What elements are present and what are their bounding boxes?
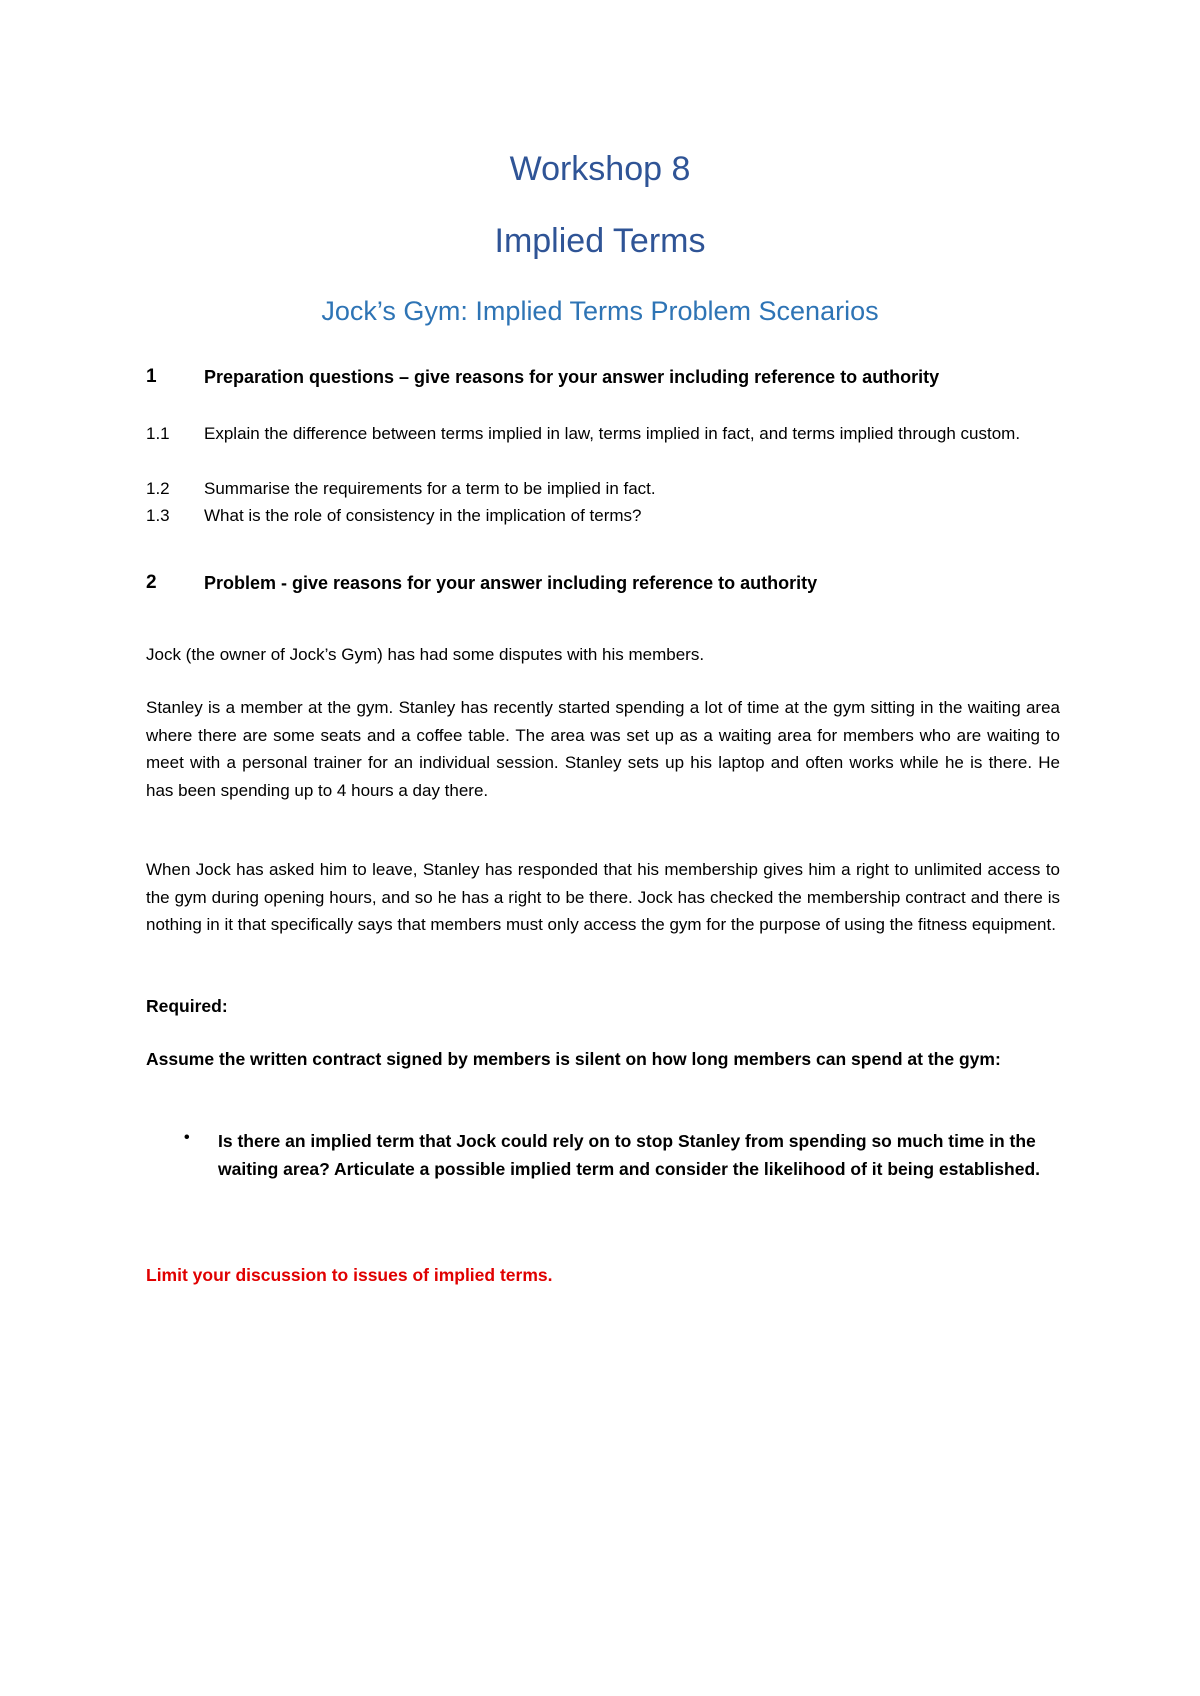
question-1-2-text: Summarise the requirements for a term to be implied in fact.	[204, 479, 656, 498]
question-1-3-number: 1.3	[146, 506, 170, 525]
section-1-number: 1	[146, 366, 157, 387]
document-title: Workshop 8	[509, 150, 691, 188]
question-1-3-text: What is the role of consistency in the implication of terms?	[204, 506, 642, 525]
question-1-1-text: Explain the difference between terms implied in law, terms implied in fact, and terms implied through custom.	[204, 424, 1021, 443]
question-1-1-number: 1.1	[146, 424, 170, 443]
assumption-text: Assume the written contract signed by members is silent on how long members can spend at the gym:	[146, 1049, 1001, 1069]
bullet-icon: •	[184, 1129, 190, 1146]
section-2-number: 2	[146, 572, 157, 593]
question-1-2-number: 1.2	[146, 479, 170, 498]
limit-note: Limit your discussion to issues of implied terms.	[146, 1265, 553, 1285]
section-1-heading: Preparation questions – give reasons for your answer including reference to authority	[204, 367, 940, 387]
section-2-heading: Problem - give reasons for your answer including reference to authority	[204, 573, 818, 593]
document-subtitle: Implied Terms	[494, 222, 706, 260]
scenario-paragraph-1: Jock (the owner of Jock’s Gym) has had some disputes with his members.	[146, 645, 705, 664]
required-label: Required:	[146, 996, 228, 1016]
scenario-paragraph-2: Stanley is a member at the gym. Stanley has recently started spending a lot of time at the gym sitting in the waiting area where there are some seats and a coffee table. The area was set up as a waiting area for members who are waiting to meet with a personal trainer for an individual session. Stanley sets up his laptop and often works while he is there. He has been spending up to 4 hours a day there.	[146, 698, 1060, 800]
bullet-question: Is there an implied term that Jock could rely on to stop Stanley from spending so much time in the waiting area? Articulate a possible implied term and consider the likelihood of it being established.	[218, 1131, 1041, 1179]
scenario-heading: Jock’s Gym: Implied Terms Problem Scenarios	[321, 296, 879, 326]
scenario-paragraph-3: When Jock has asked him to leave, Stanley has responded that his membership gives him a right to unlimited access to the gym during opening hours, and so he has a right to be there. Jock has checked the membership contract and there is nothing in it that specifically says that members must only access the gym for the purpose of using the fitness equipment.	[146, 860, 1060, 934]
